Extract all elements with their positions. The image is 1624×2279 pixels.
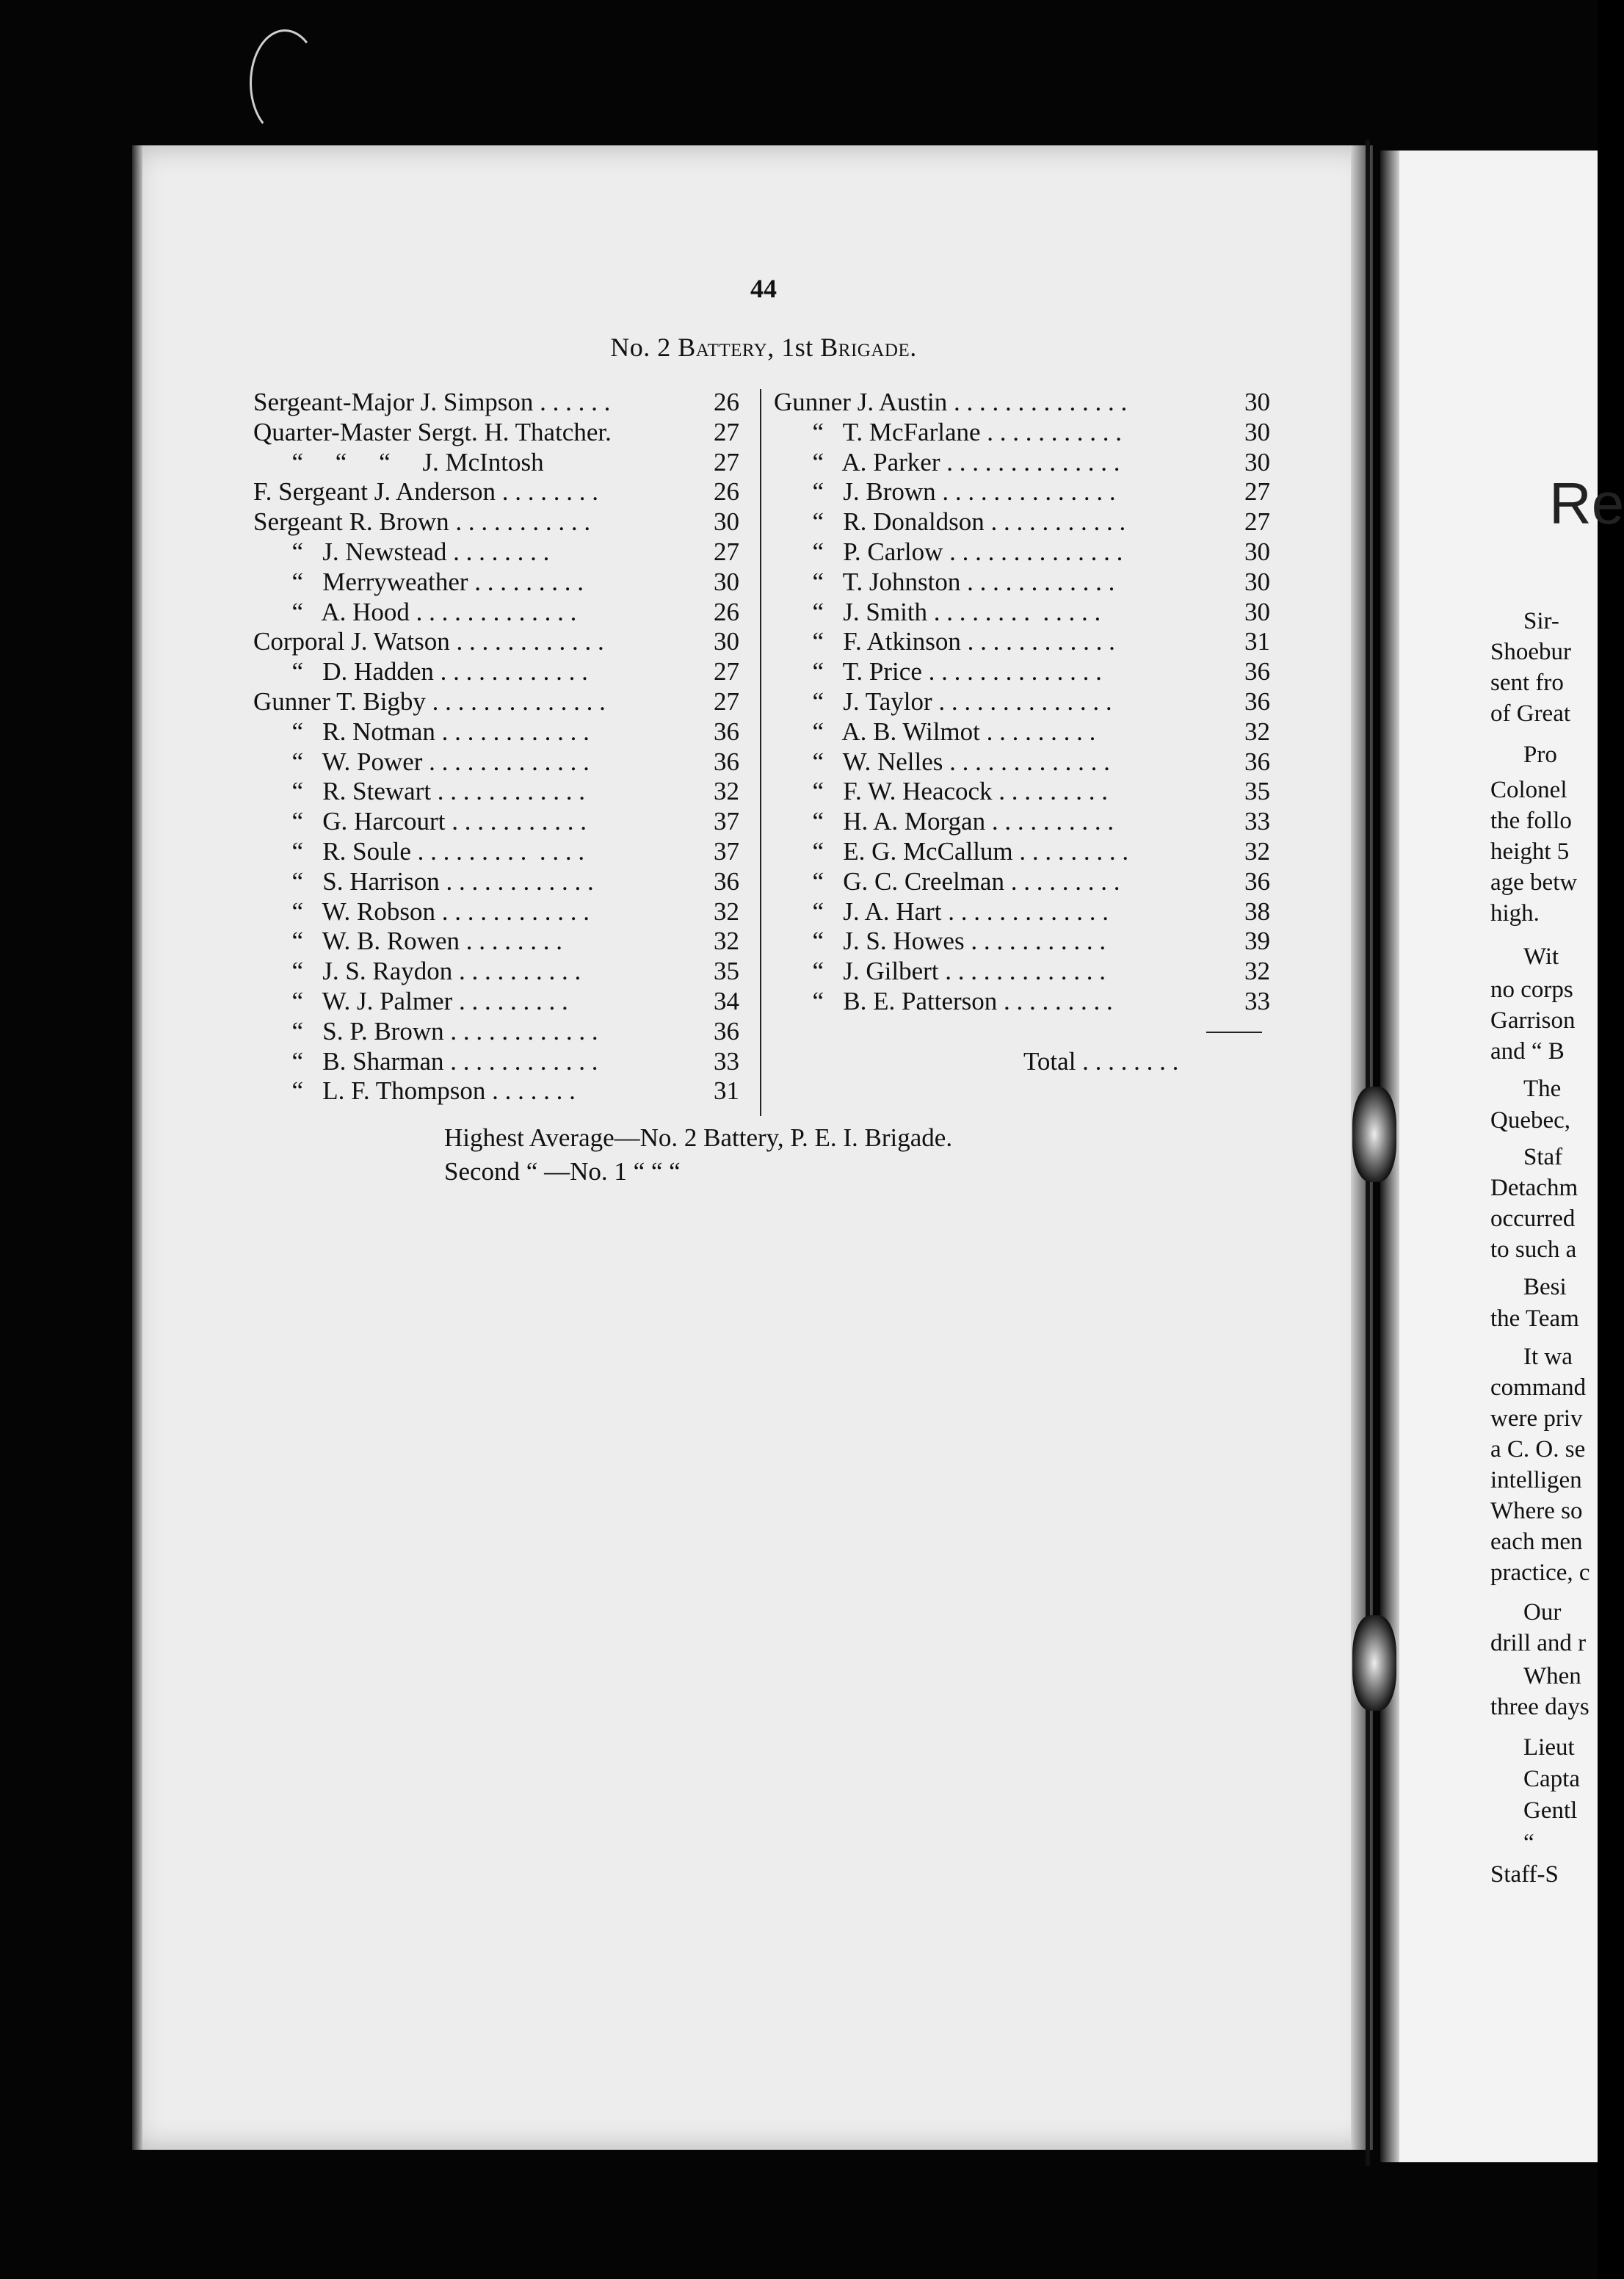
right-page-line: It wa <box>1523 1344 1573 1370</box>
total-label: Total . . . . . . . . <box>1023 1047 1179 1076</box>
member-name: “ R. Donaldson . . . . . . . . . . . <box>774 507 1126 537</box>
member-score: 33 <box>714 1046 739 1076</box>
member-name: “ W. Power . . . . . . . . . . . . . <box>253 747 590 776</box>
score-row <box>253 1076 739 1106</box>
score-row <box>253 1017 739 1047</box>
member-name: “ J. Gilbert . . . . . . . . . . . . . <box>774 957 1106 986</box>
right-page-line: The <box>1523 1076 1562 1102</box>
member-name: Sergeant-Major J. Simpson . . . . . . <box>253 388 611 416</box>
member-name: “ G. C. Creelman . . . . . . . . . <box>774 866 1120 896</box>
score-row <box>253 418 739 448</box>
right-page-line: occurred <box>1490 1206 1576 1232</box>
score-row <box>774 897 1270 927</box>
member-name: “ J. S. Raydon . . . . . . . . . . <box>253 957 581 986</box>
right-page-line: intelligen <box>1490 1467 1582 1493</box>
right-page-line: When <box>1523 1663 1581 1689</box>
member-name: “ J. S. Howes . . . . . . . . . . . <box>774 927 1106 956</box>
right-page-line: command <box>1490 1374 1587 1401</box>
member-name: F. Sergeant J. Anderson . . . . . . . . <box>253 477 599 507</box>
summary-highest: Highest Average—No. 2 Battery, P. E. I. Brigade. <box>444 1123 953 1152</box>
member-score: 30 <box>714 627 739 656</box>
member-score: 35 <box>714 957 739 986</box>
score-row <box>774 448 1270 478</box>
member-score: 30 <box>1244 417 1270 446</box>
score-row <box>253 657 739 687</box>
score-row <box>253 957 739 987</box>
right-page-line: Besi <box>1523 1274 1567 1300</box>
score-row <box>253 1047 739 1077</box>
member-name: “ E. G. McCallum . . . . . . . . . <box>774 836 1129 866</box>
right-page-line: “ <box>1523 1830 1534 1856</box>
right-page-line: Garrison <box>1490 1007 1576 1034</box>
member-score: 33 <box>1244 986 1270 1015</box>
member-score: 30 <box>1244 597 1270 626</box>
total-row <box>774 1047 1270 1077</box>
right-score-list <box>774 388 1270 1017</box>
member-score: 26 <box>714 477 739 507</box>
score-row <box>253 598 739 628</box>
member-score: 27 <box>714 657 739 686</box>
member-name: “ W. Nelles . . . . . . . . . . . . . <box>774 747 1110 776</box>
score-row <box>774 807 1270 837</box>
heading-brigade: Brigade. <box>820 333 917 362</box>
binding-tape-upper <box>1352 1087 1396 1182</box>
member-score: 36 <box>1244 657 1270 686</box>
score-row <box>774 927 1270 957</box>
member-score: 31 <box>714 1076 739 1106</box>
member-score: 30 <box>1244 567 1270 596</box>
right-page-line: Sir- <box>1523 608 1559 634</box>
member-score: 27 <box>714 686 739 716</box>
score-row <box>774 867 1270 897</box>
member-name: “ A. Hood . . . . . . . . . . . . . <box>253 597 577 626</box>
heading-sep: , 1st <box>767 333 813 362</box>
member-score: 36 <box>714 866 739 896</box>
right-page-line: and “ B <box>1490 1038 1571 1065</box>
column-divider <box>760 389 761 1116</box>
score-row <box>253 448 739 478</box>
member-name: “ H. A. Morgan . . . . . . . . . . <box>774 807 1114 836</box>
right-page-line: sent fro <box>1490 670 1564 696</box>
member-score: 26 <box>714 597 739 626</box>
score-row <box>253 388 739 418</box>
score-row <box>774 598 1270 628</box>
score-row <box>774 687 1270 717</box>
right-page <box>1380 151 1598 2162</box>
member-score: 37 <box>714 807 739 836</box>
right-page-line: Staff-S <box>1490 1861 1559 1888</box>
member-name: “ W. B. Rowen . . . . . . . . <box>253 927 562 956</box>
member-score: 30 <box>1244 537 1270 566</box>
member-name: “ F. Atkinson . . . . . . . . . . . . <box>774 627 1115 656</box>
member-score: 36 <box>714 747 739 776</box>
score-row <box>774 568 1270 598</box>
member-score: 33 <box>1244 807 1270 836</box>
member-score: 27 <box>1244 477 1270 507</box>
member-score: 38 <box>1244 896 1270 926</box>
member-name: “ “ “ J. McIntosh <box>253 447 544 477</box>
score-row <box>774 537 1270 568</box>
member-score: 36 <box>714 1016 739 1046</box>
member-name: Gunner J. Austin . . . . . . . . . . . . . . <box>774 388 1128 416</box>
member-score: 27 <box>714 447 739 477</box>
right-page-line: Gentl <box>1523 1797 1578 1824</box>
score-row <box>774 388 1270 418</box>
heading-battery: Battery <box>678 333 768 362</box>
score-row <box>253 927 739 957</box>
member-name: “ J. Newstead . . . . . . . . <box>253 537 550 566</box>
member-score: 27 <box>714 537 739 566</box>
score-row <box>774 987 1270 1017</box>
score-row <box>774 717 1270 747</box>
member-name: Quarter-Master Sergt. H. Thatcher. <box>253 417 612 446</box>
binding-tape-lower <box>1352 1615 1396 1711</box>
member-name: “ L. F. Thompson . . . . . . . <box>253 1076 576 1106</box>
right-page-line: the follo <box>1490 808 1572 834</box>
member-name: Corporal J. Watson . . . . . . . . . . . . <box>253 627 604 656</box>
score-row <box>253 867 739 897</box>
right-page-line: the Team <box>1490 1305 1579 1332</box>
member-score: 27 <box>1244 507 1270 537</box>
score-row <box>253 807 739 837</box>
right-page-line: of Great <box>1490 700 1571 727</box>
member-score: 32 <box>1244 717 1270 746</box>
score-row <box>774 477 1270 507</box>
member-name: “ T. McFarlane . . . . . . . . . . . <box>774 417 1123 446</box>
member-score: 36 <box>1244 747 1270 776</box>
score-row <box>253 507 739 537</box>
page-heading <box>441 332 1087 363</box>
right-page-line: Our <box>1523 1599 1562 1626</box>
member-name: “ T. Johnston . . . . . . . . . . . . <box>774 567 1115 596</box>
right-page-line: Where so <box>1490 1498 1583 1524</box>
total-rule <box>1206 1032 1262 1033</box>
right-page-line: to such a <box>1490 1236 1577 1263</box>
member-name: “ J. A. Hart . . . . . . . . . . . . . <box>774 896 1109 926</box>
member-score: 35 <box>1244 777 1270 806</box>
member-name: “ R. Stewart . . . . . . . . . . . . <box>253 777 586 806</box>
right-page-line: each men <box>1490 1529 1583 1555</box>
score-row <box>253 627 739 657</box>
right-page-line: Shoebur <box>1490 639 1571 665</box>
right-page-line: no corps <box>1490 977 1573 1003</box>
member-name: “ A. Parker . . . . . . . . . . . . . . <box>774 447 1120 477</box>
right-page-line: three days <box>1490 1694 1589 1720</box>
score-row <box>253 537 739 568</box>
right-page-title: Re <box>1549 471 1624 536</box>
scan-artifact-curl <box>250 29 320 137</box>
right-page-line: were priv <box>1490 1405 1583 1432</box>
score-row <box>253 987 739 1017</box>
score-row <box>774 627 1270 657</box>
right-page-line: Detachm <box>1490 1175 1578 1201</box>
member-name: “ P. Carlow . . . . . . . . . . . . . . <box>774 537 1123 566</box>
member-score: 32 <box>1244 836 1270 866</box>
right-page-line: Staf <box>1523 1144 1563 1170</box>
member-score: 37 <box>714 836 739 866</box>
member-name: “ J. Brown . . . . . . . . . . . . . . <box>774 477 1116 507</box>
member-name: “ A. B. Wilmot . . . . . . . . . <box>774 717 1096 746</box>
member-score: 30 <box>1244 388 1270 416</box>
page-number: 44 <box>750 274 777 303</box>
score-row <box>253 568 739 598</box>
score-row <box>774 957 1270 987</box>
member-name: “ J. Taylor . . . . . . . . . . . . . . <box>774 686 1112 716</box>
member-score: 36 <box>1244 686 1270 716</box>
score-row <box>253 777 739 807</box>
heading-prefix: No. 2 <box>610 333 671 362</box>
member-score: 30 <box>714 567 739 596</box>
member-name: “ R. Notman . . . . . . . . . . . . <box>253 717 590 746</box>
member-name: Sergeant R. Brown . . . . . . . . . . . <box>253 507 591 537</box>
member-score: 30 <box>1244 447 1270 477</box>
member-name: “ R. Soule . . . . . . . . . . . . . <box>253 836 585 866</box>
member-name: “ T. Price . . . . . . . . . . . . . . <box>774 657 1102 686</box>
score-row <box>774 837 1270 867</box>
summary-second: Second “ —No. 1 “ “ “ <box>444 1157 681 1186</box>
member-name: “ B. Sharman . . . . . . . . . . . . <box>253 1046 598 1076</box>
right-page-line: high. <box>1490 900 1540 927</box>
right-page-line: Lieut <box>1523 1734 1575 1761</box>
member-name: “ S. Harrison . . . . . . . . . . . . <box>253 866 594 896</box>
member-name: “ W. Robson . . . . . . . . . . . . <box>253 896 590 926</box>
member-score: 27 <box>714 417 739 446</box>
member-name: “ G. Harcourt . . . . . . . . . . . <box>253 807 587 836</box>
member-score: 32 <box>714 777 739 806</box>
score-row <box>774 777 1270 807</box>
member-name: “ B. E. Patterson . . . . . . . . . <box>774 986 1113 1015</box>
right-page-line: Pro <box>1523 742 1557 768</box>
member-score: 31 <box>1244 627 1270 656</box>
score-row <box>253 717 739 747</box>
right-page-line: height 5 <box>1490 838 1570 865</box>
right-page-line: a C. O. se <box>1490 1436 1586 1463</box>
member-score: 32 <box>714 896 739 926</box>
member-name: “ J. Smith . . . . . . . . . . . . . <box>774 597 1101 626</box>
right-page-line: Quebec, <box>1490 1107 1571 1134</box>
member-score: 36 <box>714 717 739 746</box>
member-score: 32 <box>714 927 739 956</box>
score-row <box>774 507 1270 537</box>
right-page-line: Wit <box>1523 943 1559 970</box>
member-score: 26 <box>714 388 739 416</box>
score-row <box>774 418 1270 448</box>
score-row <box>253 747 739 778</box>
member-name: Gunner T. Bigby . . . . . . . . . . . . . . <box>253 686 606 716</box>
member-score: 32 <box>1244 957 1270 986</box>
member-name: “ W. J. Palmer . . . . . . . . . <box>253 986 568 1015</box>
score-row <box>774 747 1270 778</box>
member-name: “ F. W. Heacock . . . . . . . . . <box>774 777 1109 806</box>
member-score: 30 <box>714 507 739 537</box>
right-page-line: age betw <box>1490 869 1578 896</box>
member-name: “ Merryweather . . . . . . . . . <box>253 567 584 596</box>
member-name: “ S. P. Brown . . . . . . . . . . . . <box>253 1016 598 1046</box>
member-score: 34 <box>714 986 739 1015</box>
score-row <box>253 897 739 927</box>
score-row <box>774 657 1270 687</box>
score-row <box>253 687 739 717</box>
score-row <box>253 477 739 507</box>
right-page-line: Capta <box>1523 1766 1580 1792</box>
right-page-line: drill and r <box>1490 1630 1587 1656</box>
member-name: “ D. Hadden . . . . . . . . . . . . <box>253 657 588 686</box>
member-score: 36 <box>1244 866 1270 896</box>
member-score: 39 <box>1244 927 1270 956</box>
right-page-line: Colonel <box>1490 777 1567 803</box>
score-row <box>253 837 739 867</box>
left-score-list <box>253 388 739 1106</box>
right-page-line: practice, c <box>1490 1559 1590 1586</box>
